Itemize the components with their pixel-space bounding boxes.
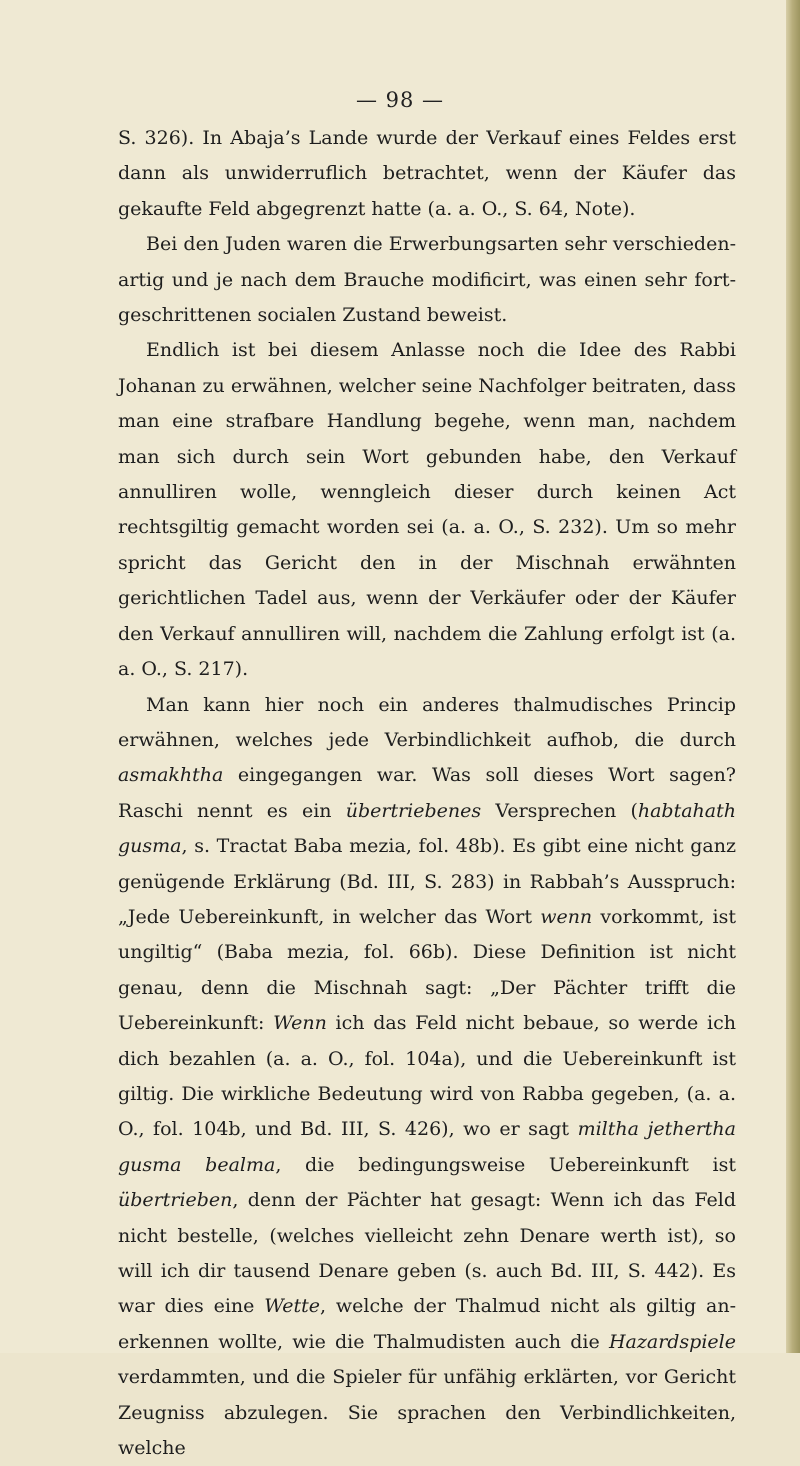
text-segment: vorkommt, ist ungiltig“ (Baba mezia, fol. 66b). Diese Definition ist nicht genau, denn die Mischnah sagt: „Der Pächter trifft die Uebereinkunft: [118, 906, 736, 1034]
italic-term: übertriebenes [346, 800, 481, 822]
body-text [118, 121, 736, 1466]
italic-term: asmakhtha [118, 764, 223, 786]
paragraph-3 [118, 333, 736, 687]
text-segment: ich das Feld nicht bebaue, so werde ich dich bezahlen (a. a. O., fol. 104a), und die Uebereinkunft ist giltig. Die wirkliche Bedeutung wird von Rabba gegeben, (a. a. O., fol. 104b, und Bd. III, S. 426), wo er sagt [118, 1012, 736, 1140]
text-segment: , welche der Thalmud nicht als giltig an-erkennen wollte, wie die Thalmudisten auch die [118, 1295, 736, 1352]
page-number: — 98 — [0, 88, 800, 112]
page-edge [786, 0, 800, 1353]
text-segment: , s. Tractat Baba mezia, fol. 48b). Es gibt eine nicht ganz genügende Erklärung (Bd. III, S. 283) in Rabbah’s Ausspruch: „Jede Uebereinkunft, in welcher das Wort [118, 835, 736, 928]
italic-term: wenn [540, 906, 592, 928]
paragraph-1 [118, 121, 736, 227]
text-segment: , denn der Pächter hat gesagt: Wenn ich das Feld nicht bestelle, (welches vielleicht zehn Denare werth ist), so will ich dir tausend Denare geben (s. auch Bd. III, S. 442). Es war dies eine [118, 1189, 736, 1317]
text-segment: Endlich ist bei diesem Anlasse noch die Idee des Rabbi Johanan zu erwähnen, welcher seine Nachfolger beitraten, dass man eine strafbare Handlung begehe, wenn man, nachdem man sich durch sein Wort gebunden habe, den Verkauf annulliren wolle, wenngleich dieser durch keinen Act rechtsgiltig gemacht worden sei (a. a. O., S. 232). Um so mehr spricht das Gericht den in der Mischnah erwähnten gerichtlichen Tadel aus, wenn der Verkäufer oder der Käufer den Verkauf annulliren will, nachdem die Zahlung erfolgt ist (a. a. O., S. 217). [118, 339, 736, 680]
text-segment: , die bedingungsweise Uebereinkunft ist [275, 1154, 736, 1176]
text-segment: Man kann hier noch ein anderes thalmudisches Princip erwähnen, welches jede Verbindlichkeit aufhob, die durch [118, 694, 736, 751]
italic-term: Wenn [273, 1012, 327, 1034]
italic-term: Hazardspiele [609, 1331, 736, 1353]
italic-term: miltha jethertha gusma bealma [118, 1118, 736, 1175]
text-segment: S. 326). In Abaja’s Lande wurde der Verkauf eines Feldes erst dann als unwiderruflich betrachtet, wenn der Käufer das gekaufte Feld abgegrenzt hatte (a. a. O., S. 64, Note). [118, 127, 736, 220]
text-segment: verdammten, und die Spieler für unfähig erklärten, vor Gericht Zeugniss abzulegen. Sie sprachen den Verbindlichkeiten, welche [118, 1366, 736, 1459]
paragraph-2 [118, 227, 736, 333]
text-segment: Bei den Juden waren die Erwerbungsarten sehr verschieden-artig und je nach dem Brauche modificirt, was einen sehr fort-geschrittenen socialen Zustand beweist. [118, 233, 736, 326]
paragraph-4 [118, 688, 736, 1466]
text-segment: eingegangen war. Was soll dieses Wort sagen? Raschi nennt es ein [118, 764, 736, 821]
text-segment: Versprechen ( [481, 800, 638, 822]
italic-term: Wette [264, 1295, 320, 1317]
italic-term: übertrieben [118, 1189, 232, 1211]
italic-term: habtahath gusma [118, 800, 736, 857]
